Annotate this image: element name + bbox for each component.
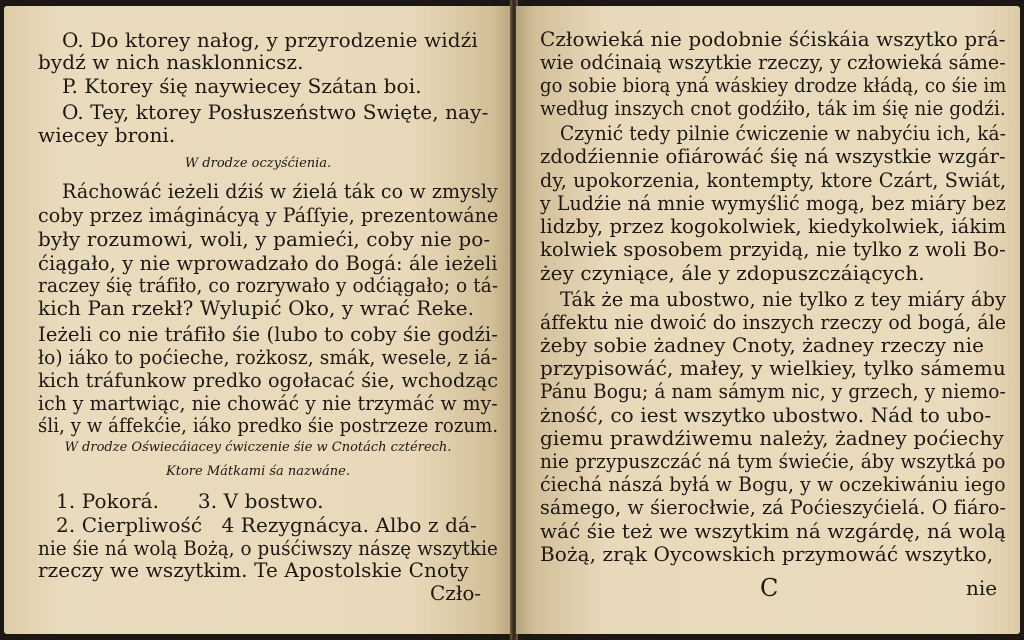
text-line: Ráchowáć ieżeli dźiś w źielá ták co w zmysly xyxy=(62,179,498,203)
text-line: raczey śię tráfiło, co rozrywało y odćiągało; o tá- xyxy=(38,273,499,297)
text-line: Czynić tedy pilnie ćwiczenie w nabyćiu ich, ká- xyxy=(560,121,1007,145)
text-line: P. Ktorey śię naywiecey Szátan boi. xyxy=(62,74,422,98)
text-line: rzeczy we wszytkim. Te Apostolskie Cnoty xyxy=(38,558,469,582)
text-line: ćiągało, y nie wprowadzało do Bogá: ále ieżeli xyxy=(38,251,498,275)
text-line: żność, co iest wszytko ubostwo. Nád to ubo- xyxy=(540,403,992,427)
left-page-text xyxy=(4,6,512,634)
text-line: go sobie biorą yná wáskiey drodze kłádą, co śie im xyxy=(540,73,1007,97)
text-line: coby przez imáginácyą y Páſſyie, prezentowáne xyxy=(38,203,499,227)
text-line: ćiechá nászá byłá w Bogu, y w oczekiwániu iego xyxy=(540,472,1006,496)
text-line: lidzby, przez kogokolwiek, kiedykolwiek, iákim xyxy=(540,214,1007,238)
text-line: ich y martwiąc, nie chowáć y nie trzymáć w my- xyxy=(38,391,498,415)
catchword: Czło- xyxy=(430,581,482,605)
text-line: bydź w nich nasklonnicsz. xyxy=(38,50,304,74)
virtues-row-1: 1. Pokorá. 3. V bostwo. xyxy=(56,489,324,513)
text-line: ło) iáko to poćieche, rożkosz, smák, wesele, z iá- xyxy=(38,345,498,369)
text-line: Pánu Bogu; á nam sámym nic, y grzech, y niemo- xyxy=(540,379,1006,403)
text-line: przypisowáć, małey, y wielkiey, tylko sámemu xyxy=(540,356,1006,380)
text-line: wáć śie też we wszytkim ná wzgárdę, ná wolą xyxy=(540,519,1007,543)
text-line: áffektu nie dwoić do inszych rzeczy od bogá, ále xyxy=(540,310,1007,334)
text-line: Ieżeli co nie tráfiło śie (lubo to coby śie godźi- xyxy=(38,322,498,346)
text-line: śli, y w áffekćie, iáko predko śie postrzeze rozum. xyxy=(38,413,499,437)
text-line: kich tráfunkow predko ogołacać śie, wchodząc xyxy=(38,368,499,392)
text-line: były rozumowi, woli, y pamieći, coby nie po- xyxy=(38,227,491,251)
text-line: nie przypuszczáć ná tym świećie, áby wszytká po xyxy=(540,449,1006,473)
text-line: według inszych cnot godźiło, ták im śię nie godźi. xyxy=(540,96,1006,120)
text-line: wiecey broni. xyxy=(38,123,176,147)
text-line: żey czyniące, ále y zdopuszczáiących. xyxy=(540,261,925,285)
section-subheading: Ktore Mátkami śa nazwáne. xyxy=(166,464,350,479)
right-page-text xyxy=(516,6,1020,634)
text-line: Bożą, zrąk Oycowskich przymowáć wszytko, xyxy=(540,542,994,566)
left-page xyxy=(4,6,512,634)
section-heading: W drodze oczyśćienia. xyxy=(184,156,332,171)
right-page xyxy=(516,6,1020,634)
text-line: O. Do ktorey nałog, y przyrodzenie widźi xyxy=(62,28,478,52)
text-line: Ták że ma ubostwo, nie tylko z tey miáry áby xyxy=(560,287,1007,311)
text-line: żeby sobie żadney Cnoty, żadney rzeczy nie xyxy=(540,333,985,357)
text-line: sámego, w śierocłwie, zá Poćieszyćielá. O fiáro- xyxy=(540,495,1007,519)
text-line: y Ludźie ná mnie wymyślić mogą, bez miáry bez xyxy=(540,191,1006,215)
text-line: O. Tey, ktorey Posłuszeństwo Swięte, nay- xyxy=(62,100,489,124)
text-line: kich Pan rzekł? Wylupić Oko, y wrać Reke. xyxy=(38,296,475,320)
text-line: nie śie ná wolą Bożą, o puśćiwszy nászę wszytkie xyxy=(38,536,498,560)
section-heading: W drodze Oświecáiacey ćwiczenie śie w Cnotách cztérech. xyxy=(64,440,452,455)
virtues-row-2: 2. Cierpliwość 4 Rezygnácya. Albo z dá- xyxy=(56,513,477,537)
text-line: zdodźiennie ofiárowáć śię ná wszystkie wzgár- xyxy=(540,144,1006,168)
text-line: giemu prawdźiwemu należy, żadney poćiechy xyxy=(540,426,1004,450)
text-line: wie odćinaią wszytkie rzeczy, y człowieká sáme- xyxy=(540,50,1006,74)
text-line: kolwiek sposobem przyidą, nie tylko z woli Bo- xyxy=(540,237,1006,261)
catchword: nie xyxy=(966,576,998,600)
text-line: Człowieká nie podobnie śćiskáia wszytko prá- xyxy=(540,27,1006,51)
signature-mark: C xyxy=(760,574,779,602)
text-line: dy, upokorzenia, kontempty, ktore Czárt, Swiát, xyxy=(540,168,1007,192)
